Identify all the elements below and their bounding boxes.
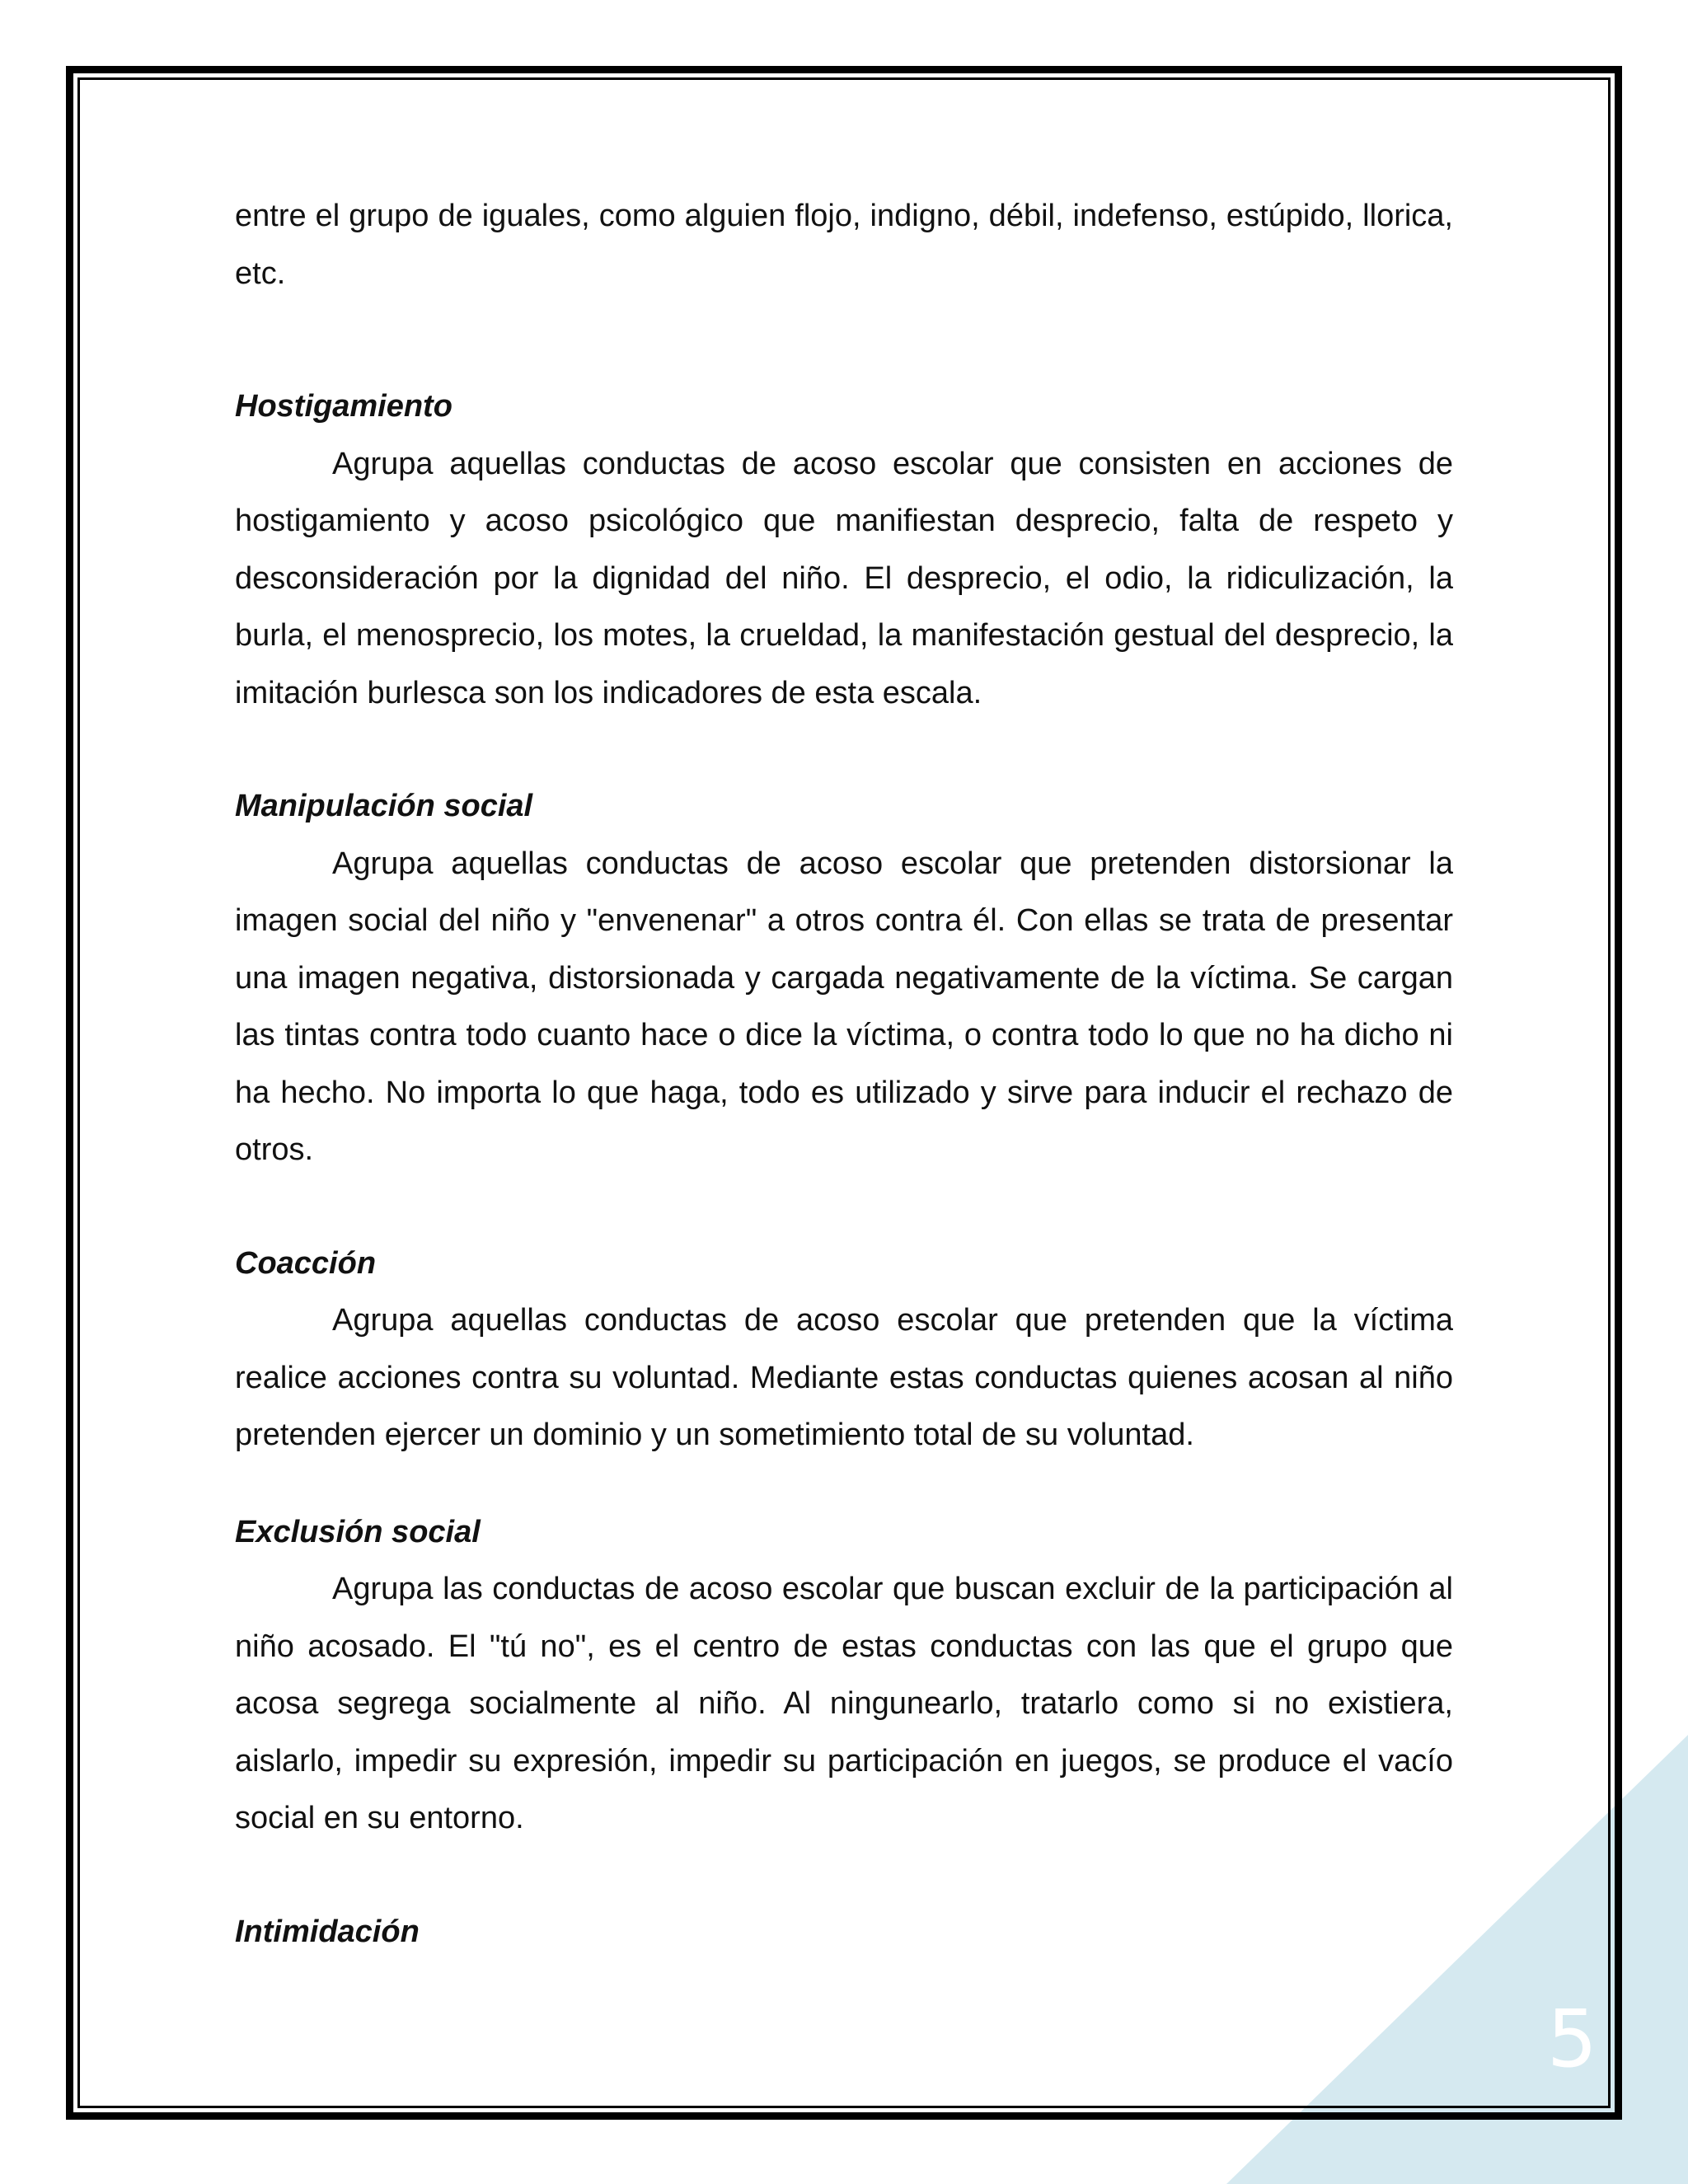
section-paragraph-manipulacion-social: Agrupa aquellas conductas de acoso escolar que pretenden distorsionar la imagen social del niño y "envenenar" a otros contra él. Con ellas se trata de presentar una imagen negativa, distorsionada y cargada negativamente de la víctima. Se cargan las tintas contra todo cuanto hace o dice la víctima, o contra todo lo que no ha dicho ni ha hecho. No importa lo que haga, todo es utilizado y sirve para inducir el rechazo de otros. <box>235 846 1453 1167</box>
section-heading-coaccion: Coacción <box>235 1245 377 1281</box>
section-paragraph-coaccion: Agrupa aquellas conductas de acoso escolar que pretenden que la víctima realice acciones contra su voluntad. Mediante estas conductas quienes acosan al niño pretenden ejercer un dominio y un sometimiento total de su voluntad. <box>235 1303 1453 1452</box>
section-heading-hostigamiento: Hostigamiento <box>235 389 452 424</box>
intro-paragraph: entre el grupo de iguales, como alguien flojo, indigno, débil, indefenso, estúpido, llorica, etc. <box>235 199 1453 291</box>
section-paragraph-exclusion-social: Agrupa las conductas de acoso escolar que buscan excluir de la participación al niño acosado. El "tú no", es el centro de estas conductas con las que el grupo que acosa segrega socialmente al niño. Al ningunearlo, tratarlo como si no existiera, aislarlo, impedir su expresión, impedir su participación en juegos, se produce el vacío social en su entorno. <box>235 1572 1453 1835</box>
section-heading-intimidacion: Intimidación <box>235 1914 420 1949</box>
section-heading-exclusion-social: Exclusión social <box>235 1514 481 1549</box>
section-paragraph-hostigamiento: Agrupa aquellas conductas de acoso escolar que consisten en acciones de hostigamiento y acoso psicológico que manifiestan desprecio, falta de respeto y desconsideración por la dignidad del niño. El desprecio, el odio, la ridiculización, la burla, el menosprecio, los motes, la crueldad, la manifestación gestual del desprecio, la imitación burlesca son los indicadores de esta escala. <box>235 446 1453 710</box>
section-heading-manipulacion-social: Manipulación social <box>235 789 533 823</box>
page-number: 5 <box>1546 1993 1597 2085</box>
document-body <box>235 188 1453 1961</box>
